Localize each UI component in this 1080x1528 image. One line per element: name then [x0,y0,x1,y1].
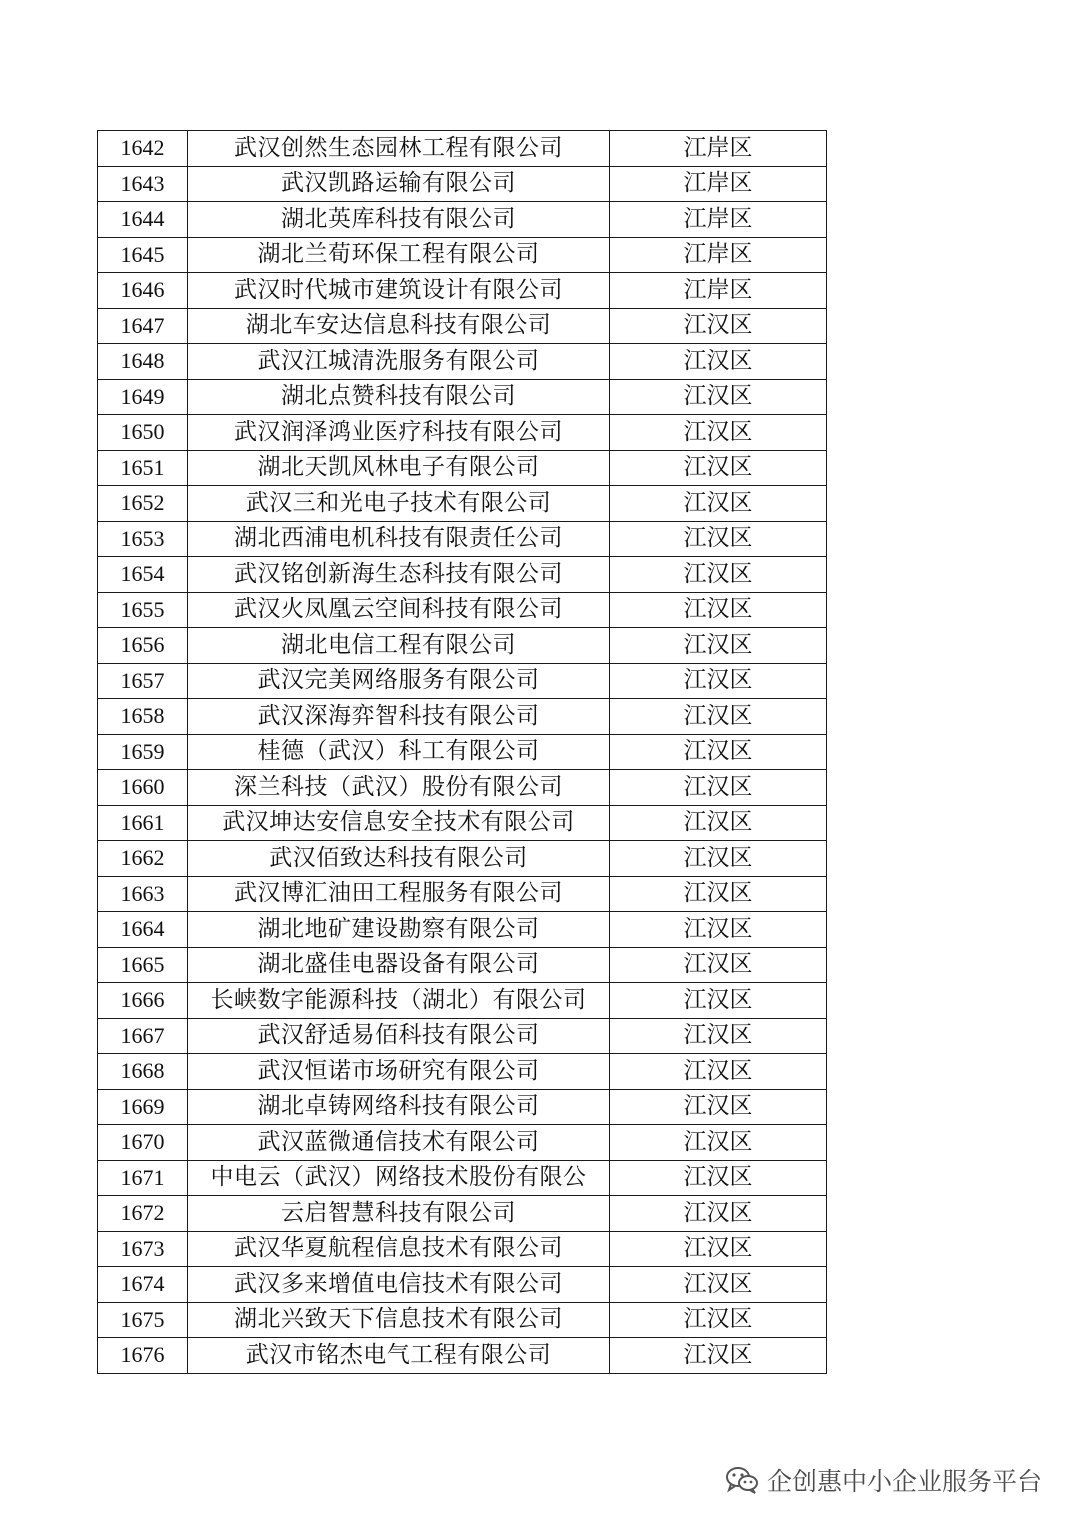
district: 江汉区 [610,1054,827,1090]
table-row [98,770,827,806]
table-row [98,983,827,1019]
district: 江岸区 [610,237,827,273]
table-row [98,1089,827,1125]
company-name: 桂德（武汉）科工有限公司 [188,734,610,770]
watermark [725,1462,1042,1498]
company-name: 湖北卓铸网络科技有限公司 [188,1089,610,1125]
district: 江汉区 [610,983,827,1019]
table-row [98,486,827,522]
district: 江汉区 [610,557,827,593]
table-row [98,947,827,983]
table-row [98,592,827,628]
district: 江汉区 [610,876,827,912]
company-name: 武汉博汇油田工程服务有限公司 [188,876,610,912]
table-row [98,1267,827,1303]
district: 江汉区 [610,1302,827,1338]
company-name: 湖北兴致天下信息技术有限公司 [188,1302,610,1338]
row-number: 1671 [98,1160,188,1196]
table-row [98,805,827,841]
row-number: 1667 [98,1018,188,1054]
table-row [98,1196,827,1232]
company-name: 湖北点赞科技有限公司 [188,379,610,415]
district: 江汉区 [610,1125,827,1161]
row-number: 1672 [98,1196,188,1232]
company-name: 武汉舒适易佰科技有限公司 [188,1018,610,1054]
company-name: 武汉佰致达科技有限公司 [188,841,610,877]
company-name: 湖北西浦电机科技有限责任公司 [188,521,610,557]
table-row [98,1054,827,1090]
row-number: 1649 [98,379,188,415]
district: 江汉区 [610,1231,827,1267]
company-name: 湖北盛佳电器设备有限公司 [188,947,610,983]
company-name: 湖北英库科技有限公司 [188,202,610,238]
row-number: 1648 [98,344,188,380]
district: 江汉区 [610,486,827,522]
company-name: 湖北兰荀环保工程有限公司 [188,237,610,273]
row-number: 1664 [98,912,188,948]
district: 江汉区 [610,734,827,770]
wechat-icon [725,1465,759,1495]
company-name: 武汉完美网络服务有限公司 [188,663,610,699]
row-number: 1674 [98,1267,188,1303]
row-number: 1668 [98,1054,188,1090]
table-row [98,1338,827,1374]
district: 江汉区 [610,841,827,877]
company-name: 云启智慧科技有限公司 [188,1196,610,1232]
company-name: 武汉坤达安信息安全技术有限公司 [188,805,610,841]
company-name: 深兰科技（武汉）股份有限公司 [188,770,610,806]
district: 江汉区 [610,912,827,948]
table-row [98,1160,827,1196]
row-number: 1675 [98,1302,188,1338]
table-row [98,415,827,451]
table-row [98,450,827,486]
row-number: 1652 [98,486,188,522]
company-name: 武汉凯路运输有限公司 [188,166,610,202]
district: 江汉区 [610,308,827,344]
row-number: 1660 [98,770,188,806]
district: 江汉区 [610,521,827,557]
watermark-text: 企创惠中小企业服务平台 [766,1467,1042,1496]
company-name: 湖北天凯风林电子有限公司 [188,450,610,486]
company-name: 湖北电信工程有限公司 [188,628,610,664]
row-number: 1655 [98,592,188,628]
company-name: 武汉江城清洗服务有限公司 [188,344,610,380]
company-name: 武汉三和光电子技术有限公司 [188,486,610,522]
row-number: 1665 [98,947,188,983]
company-name: 武汉恒诺市场研究有限公司 [188,1054,610,1090]
table-row [98,1302,827,1338]
district: 江汉区 [610,415,827,451]
row-number: 1643 [98,166,188,202]
company-name: 武汉深海弈智科技有限公司 [188,699,610,735]
table-row [98,734,827,770]
company-name: 湖北地矿建设勘察有限公司 [188,912,610,948]
row-number: 1646 [98,273,188,309]
table-row [98,308,827,344]
table-row [98,912,827,948]
table-row [98,166,827,202]
row-number: 1653 [98,521,188,557]
district: 江汉区 [610,805,827,841]
table-row [98,628,827,664]
table-row [98,131,827,167]
row-number: 1661 [98,805,188,841]
row-number: 1647 [98,308,188,344]
row-number: 1645 [98,237,188,273]
company-name: 武汉时代城市建筑设计有限公司 [188,273,610,309]
table-row [98,521,827,557]
district: 江汉区 [610,1089,827,1125]
district: 江岸区 [610,166,827,202]
district: 江汉区 [610,663,827,699]
table-row [98,876,827,912]
row-number: 1658 [98,699,188,735]
table-row [98,202,827,238]
district: 江汉区 [610,628,827,664]
row-number: 1673 [98,1231,188,1267]
table-body [98,131,827,1374]
row-number: 1659 [98,734,188,770]
district: 江岸区 [610,202,827,238]
company-name: 武汉市铭杰电气工程有限公司 [188,1338,610,1374]
district: 江汉区 [610,450,827,486]
company-name: 武汉创然生态园林工程有限公司 [188,131,610,167]
company-name: 湖北车安达信息科技有限公司 [188,308,610,344]
district: 江汉区 [610,1160,827,1196]
row-number: 1644 [98,202,188,238]
table-row [98,1125,827,1161]
district: 江汉区 [610,379,827,415]
table-row [98,841,827,877]
row-number: 1670 [98,1125,188,1161]
row-number: 1657 [98,663,188,699]
district: 江岸区 [610,273,827,309]
table-row [98,1018,827,1054]
table-row [98,557,827,593]
row-number: 1669 [98,1089,188,1125]
company-name: 武汉蓝微通信技术有限公司 [188,1125,610,1161]
row-number: 1656 [98,628,188,664]
district: 江汉区 [610,1338,827,1374]
table-row [98,273,827,309]
company-name: 武汉润泽鸿业医疗科技有限公司 [188,415,610,451]
company-table [97,130,827,1374]
row-number: 1654 [98,557,188,593]
district: 江汉区 [610,1267,827,1303]
company-name: 武汉多来增值电信技术有限公司 [188,1267,610,1303]
company-name: 长峡数字能源科技（湖北）有限公司 [188,983,610,1019]
row-number: 1642 [98,131,188,167]
row-number: 1663 [98,876,188,912]
district: 江汉区 [610,699,827,735]
row-number: 1662 [98,841,188,877]
district: 江汉区 [610,1018,827,1054]
company-name: 武汉火凤凰云空间科技有限公司 [188,592,610,628]
row-number: 1676 [98,1338,188,1374]
district: 江汉区 [610,344,827,380]
company-name: 武汉华夏航程信息技术有限公司 [188,1231,610,1267]
row-number: 1651 [98,450,188,486]
table-row [98,344,827,380]
company-name: 中电云（武汉）网络技术股份有限公 [188,1160,610,1196]
row-number: 1666 [98,983,188,1019]
district: 江岸区 [610,131,827,167]
district: 江汉区 [610,1196,827,1232]
table-row [98,663,827,699]
district: 江汉区 [610,947,827,983]
row-number: 1650 [98,415,188,451]
company-name: 武汉铭创新海生态科技有限公司 [188,557,610,593]
table-row [98,1231,827,1267]
district: 江汉区 [610,592,827,628]
table-row [98,379,827,415]
district: 江汉区 [610,770,827,806]
table-row [98,237,827,273]
table-row [98,699,827,735]
